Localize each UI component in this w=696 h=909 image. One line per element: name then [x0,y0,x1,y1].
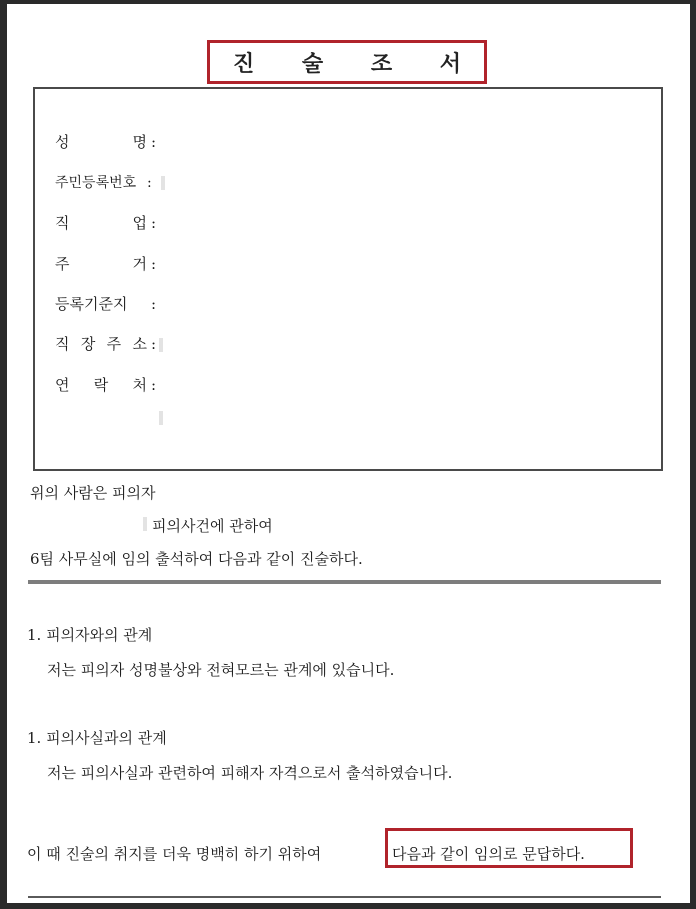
section2-body: 저는 피의사실과 관련하여 피해자 자격으로서 출석하였습니다. [47,764,453,782]
field-name [55,131,156,152]
closing-prefix: 이 때 진술의 취지를 더욱 명백히 하기 위하여 [27,845,322,863]
field-contact [55,374,156,395]
intro-line-2: 피의사건에 관하여 [152,517,273,535]
field-colon: : [151,295,157,313]
field-work-address [55,333,156,354]
field-label: 연 락 처 [55,376,147,394]
section-divider [28,580,661,584]
redaction-mark [161,176,165,190]
section2-heading: 1. 피의사실과의 관계 [27,729,167,747]
intro-line-3: 6팀 사무실에 임의 출석하여 다음과 같이 진술하다. [30,550,363,568]
personal-info-box [33,87,663,471]
field-residence [55,253,156,274]
intro-line-1: 위의 사람은 피의자 [30,484,156,502]
redaction-mark [159,411,163,425]
field-label: 직 업 [55,214,147,232]
bottom-divider [28,896,661,898]
field-label: 등록기준지 [55,295,128,313]
section1-body: 저는 피의자 성명불상와 전혀모르는 관계에 있습니다. [47,661,395,679]
page-title: 진 술 조 서 [233,50,481,77]
field-label: 성 명 [55,133,147,151]
field-label: 주 거 [55,255,147,273]
field-colon: : [151,335,157,353]
closing-highlighted: 다음과 같이 임의로 문답하다. [392,845,585,863]
section1-heading: 1. 피의자와의 관계 [27,626,153,644]
field-colon: : [151,214,157,232]
redaction-mark [159,338,163,352]
field-label: 직 장 주 소 [55,335,147,353]
field-resident-number [55,172,152,192]
field-label: 주민등록번호 [55,175,137,191]
title-box [207,40,487,84]
field-registration-base [55,293,156,314]
field-colon: : [151,133,157,151]
field-occupation [55,212,156,233]
field-colon: : [151,376,157,394]
field-colon: : [151,255,157,273]
redaction-mark [143,517,147,531]
field-colon: : [147,175,152,191]
